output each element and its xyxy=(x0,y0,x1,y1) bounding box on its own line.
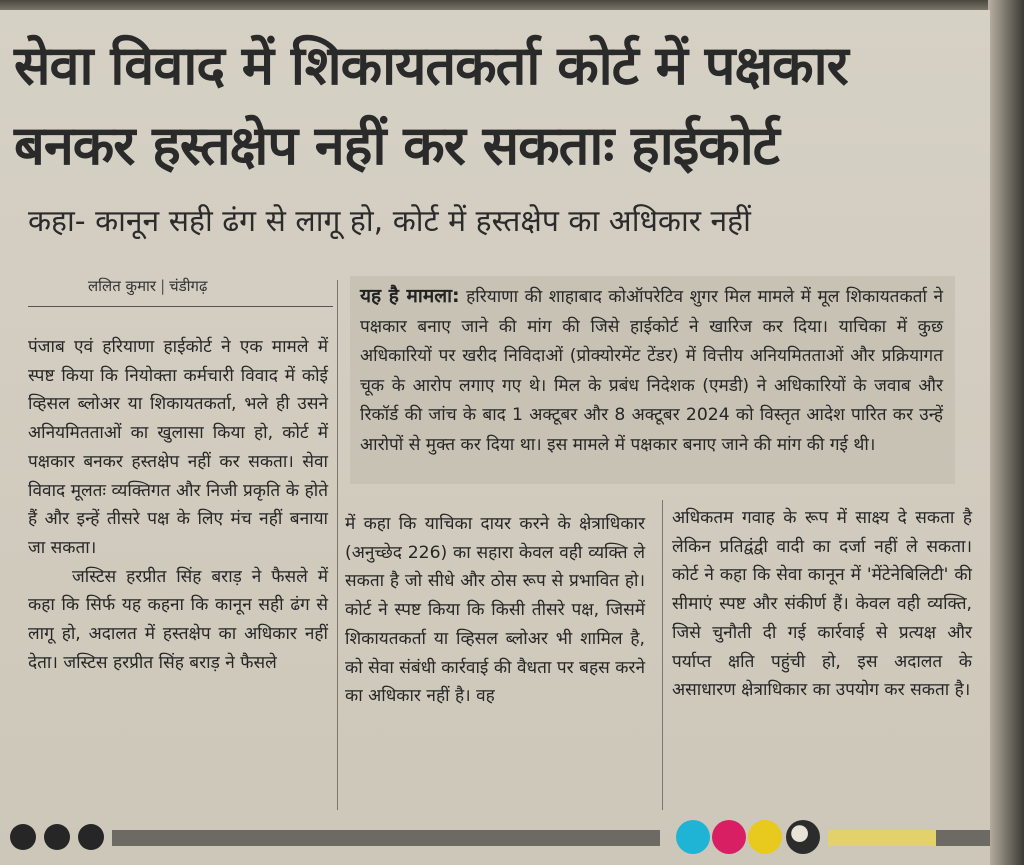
article-column-2 xyxy=(345,510,645,711)
column-2-text: में कहा कि याचिका दायर करने के क्षेत्राधिकार (अनुच्छेद 226) का सहारा केवल वही व्यक्ति ले सकता है जो सीधे और ठोस रूप से प्रभावित हो। कोर्ट ने स्पष्ट किया कि किसी तीसरे पक्ष, जिसमें शिकायतकर्ता या व्हिसल ब्लोअर भी शामिल है, को सेवा संबंधी कार्रवाई की वैधता पर बहस करने का अधिकार नहीं है। वह xyxy=(345,514,645,707)
photo-edge-right xyxy=(988,0,1024,865)
article-column-1 xyxy=(28,333,328,677)
print-color-bar xyxy=(0,810,990,865)
case-background-text: हरियाणा की शाहाबाद कोऑपरेटिव शुगर मिल मामले में मूल शिकायतकर्ता ने पक्षकार बनाए जाने की मांग की जिसे हाईकोर्ट ने खारिज कर दिया। याचिका में कुछ अधिकारियों पर खरीद निविदाओं (प्रोक्योरमेंट टेंडर) में वित्तीय अनियमितताओं और प्रक्रियागत चूक के आरोप लगाए गए थे। मिल के प्रबंध निदेशक (एमडी) ने अधिकारियों के जवाब और रिकॉर्ड की जांच के बाद 1 अक्टूबर और 8 अक्टूबर 2024 को विस्तृत आदेश पारित कर उन्हें आरोपों से मुक्त कर दिया था। इस मामले में पक्षकार बनाए जाने की मांग की गई थी। xyxy=(360,287,943,455)
registration-dot xyxy=(44,824,70,850)
yellow-swatch xyxy=(748,820,782,854)
headline-line-2: बनकर हस्तक्षेप नहीं कर सकताः हाईकोर्ट xyxy=(14,114,779,177)
column-3-text: अधिकतम गवाह के रूप में साक्ष्य दे सकता है लेकिन प्रतिद्वंद्वी वादी का दर्जा नहीं ले सकता। कोर्ट ने कहा कि सेवा कानून में 'मेंटेनेबिलिटी' की सीमाएं स्पष्ट और संकीर्ण हैं। केवल वही व्यक्ति, जिसे चुनौती दी गई कार्रवाई से प्रत्यक्ष और पर्याप्त क्षति पहुंची हो, इस अदालत के असाधारण क्षेत्राधिकार का उपयोग कर सकता है। xyxy=(672,508,972,701)
cyan-swatch xyxy=(676,820,710,854)
newspaper-clipping xyxy=(0,10,990,865)
byline-rule xyxy=(28,306,333,307)
byline xyxy=(88,276,328,296)
column-1-paragraph-2: जस्टिस हरप्रीत सिंह बराड़ ने फैसले में कहा कि सिर्फ यह कहना कि कानून सही ढंग से लागू हो, अदालत में हस्तक्षेप का अधिकार नहीं देता। जस्टिस हरप्रीत सिंह बराड़ ने फैसले xyxy=(28,566,328,673)
headline-line-1: सेवा विवाद में शिकायतकर्ता कोर्ट में पक्षकार xyxy=(14,34,848,97)
registration-dot xyxy=(78,824,104,850)
byline-author: ललित कुमार xyxy=(88,277,157,295)
magenta-swatch xyxy=(712,820,746,854)
registration-dot xyxy=(10,824,36,850)
byline-city: चंडीगढ़ xyxy=(169,277,208,295)
case-background-lead: यह है मामला: xyxy=(360,285,460,307)
column-divider-2 xyxy=(662,500,663,810)
subheadline: कहा- कानून सही ढंग से लागू हो, कोर्ट में हस्तक्षेप का अधिकार नहीं xyxy=(28,204,751,239)
yellow-density-strip xyxy=(828,830,936,846)
black-density-strip xyxy=(936,830,990,846)
byline-separator: | xyxy=(160,277,166,295)
column-divider-1 xyxy=(337,280,338,810)
article-column-3 xyxy=(672,504,972,705)
registration-mark-icon xyxy=(786,820,820,854)
case-background-box xyxy=(350,276,955,484)
gray-density-strip xyxy=(112,830,660,846)
column-1-paragraph-1: पंजाब एवं हरियाणा हाईकोर्ट ने एक मामले में स्पष्ट किया कि नियोक्ता कर्मचारी विवाद में कोई व्हिसल ब्लोअर या शिकायतकर्ता, भले ही उसने अनियमितताओं का खुलासा किया हो, कोर्ट में पक्षकार बनकर हस्तक्षेप नहीं कर सकता। सेवा विवाद मूलतः व्यक्तिगत और निजी प्रकृति के होते हैं और इन्हें तीसरे पक्ष के लिए मंच नहीं बनाया जा सकता। xyxy=(28,337,328,558)
